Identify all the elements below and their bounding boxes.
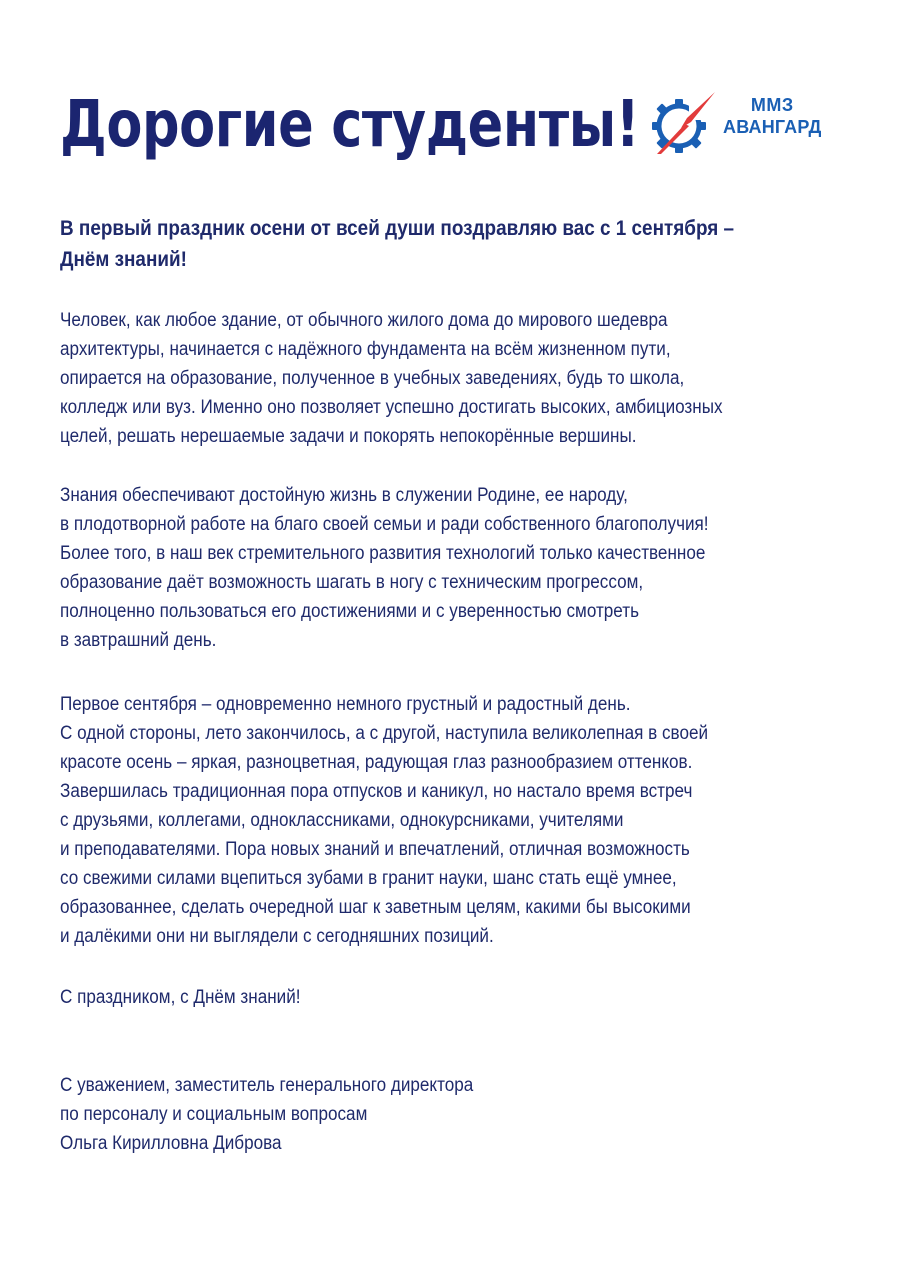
intro-line: Днём знаний! — [60, 248, 187, 271]
signature-line: С уважением, заместитель генерального директора — [60, 1075, 474, 1096]
text-line: архитектуры, начинается с надёжного фундамента на всём жизненном пути, — [60, 339, 671, 360]
intro-paragraph — [60, 213, 780, 275]
text-line: и преподавателями. Пора новых знаний и впечатлений, отличная возможность — [60, 839, 690, 860]
text-line: С праздником, с Днём знаний! — [60, 987, 301, 1008]
text-line: со свежими силами вцепиться зубами в гранит науки, шанс стать ещё умнее, — [60, 868, 677, 889]
paragraph-foundation — [60, 306, 834, 451]
text-line: Человек, как любое здание, от обычного жилого дома до мирового шедевра — [60, 310, 668, 331]
logo-line-2: АВАНГАРД — [723, 117, 822, 137]
logo-wordmark — [723, 94, 821, 138]
logo-line-1: ММЗ — [750, 95, 794, 115]
text-line: с друзьями, коллегами, одноклассниками, однокурсниками, учителями — [60, 810, 624, 831]
signature-line: по персоналу и социальным вопросам — [60, 1104, 368, 1125]
text-line: Завершилась традиционная пора отпусков и каникул, но настало время встреч — [60, 781, 693, 802]
text-line: Первое сентября – одновременно немного грустный и радостный день. — [60, 694, 631, 715]
text-line: полноценно пользоваться его достижениями и с уверенностью смотреть — [60, 601, 639, 622]
signature-name: Ольга Кирилловна Диброва — [60, 1133, 282, 1154]
text-line: в завтрашний день. — [60, 630, 217, 651]
paragraph-greeting — [60, 983, 834, 1012]
company-logo — [645, 88, 845, 160]
text-line: колледж или вуз. Именно оно позволяет успешно достигать высоких, амбициозных — [60, 397, 723, 418]
text-line: С одной стороны, лето закончилось, а с другой, наступила великолепная в своей — [60, 723, 709, 744]
signature-block — [60, 1071, 834, 1158]
page-title: Дорогие студенты! — [60, 88, 640, 162]
text-line: красоте осень – яркая, разноцветная, радующая глаз разнообразием оттенков. — [60, 752, 693, 773]
text-line: опирается на образование, полученное в учебных заведениях, будь то школа, — [60, 368, 685, 389]
text-line: и далёкими они ни выглядели с сегодняшних позиций. — [60, 926, 494, 947]
gear-rocket-icon — [645, 88, 717, 160]
text-line: Знания обеспечивают достойную жизнь в служении Родине, ее народу, — [60, 485, 628, 506]
text-line: Более того, в наш век стремительного развития технологий только качественное — [60, 543, 706, 564]
text-line: целей, решать нерешаемые задачи и покорять непокорённые вершины. — [60, 426, 637, 447]
paragraph-september — [60, 690, 834, 951]
text-line: в плодотворной работе на благо своей семьи и ради собственного благополучия! — [60, 514, 709, 535]
text-line: образование даёт возможность шагать в ногу с техническим прогрессом, — [60, 572, 644, 593]
intro-line: В первый праздник осени от всей души поздравляю вас с 1 сентября – — [60, 217, 735, 240]
paragraph-knowledge — [60, 481, 834, 655]
text-line: образованнее, сделать очередной шаг к заветным целям, какими бы высокими — [60, 897, 691, 918]
